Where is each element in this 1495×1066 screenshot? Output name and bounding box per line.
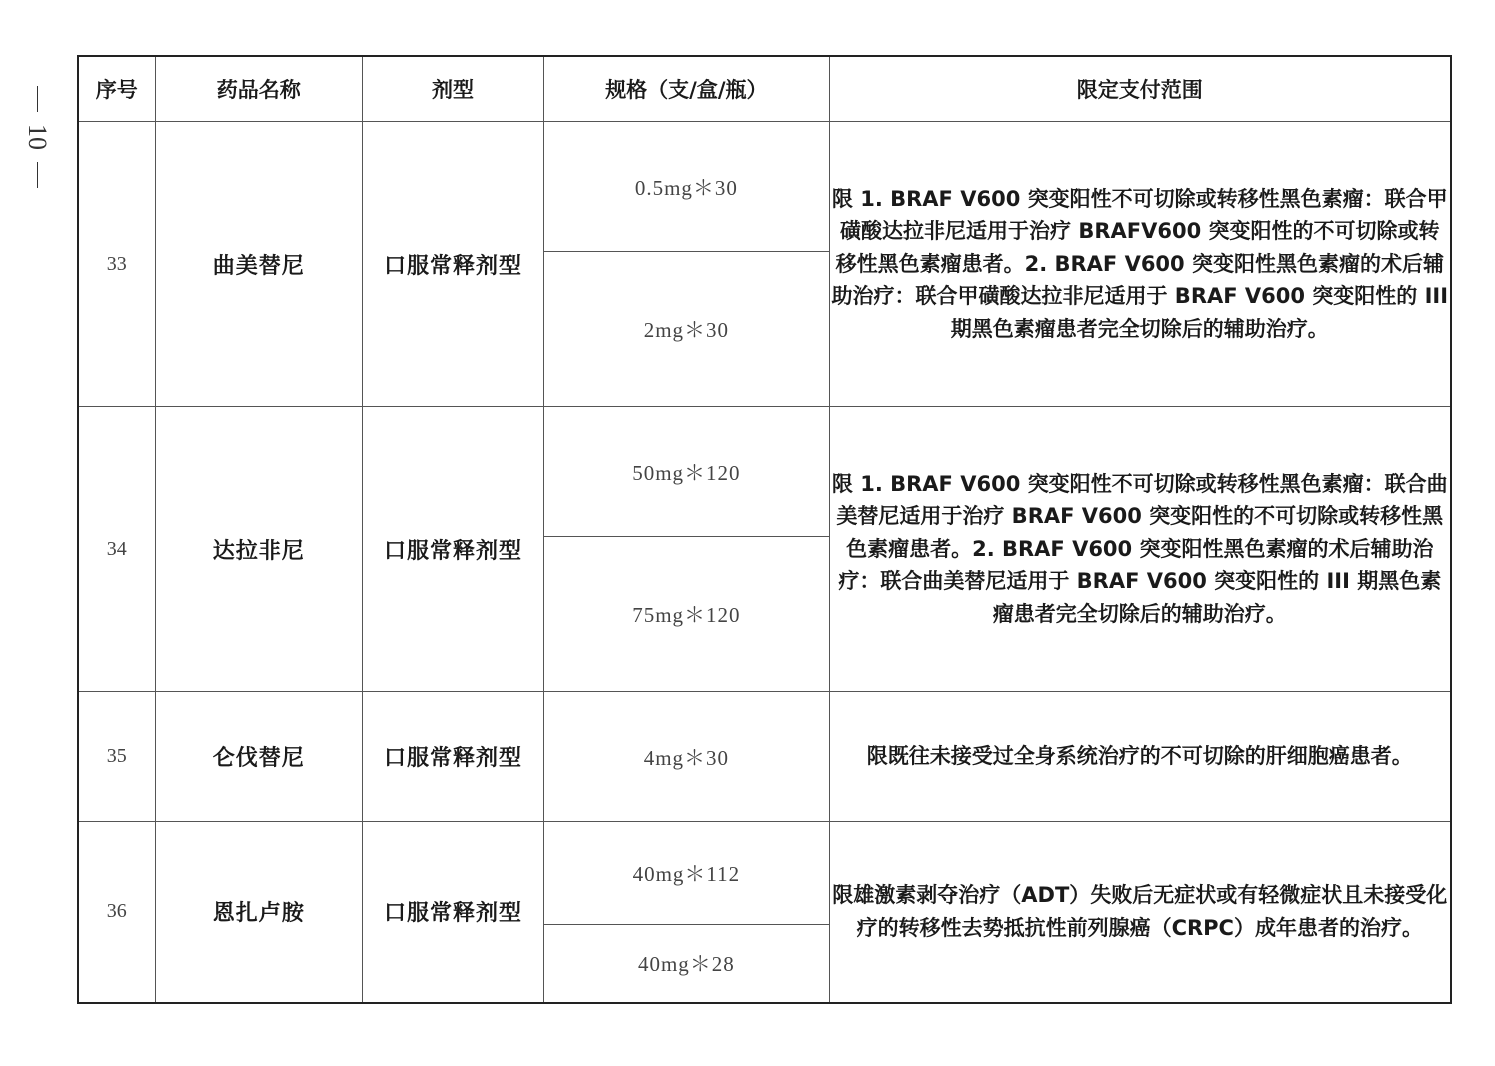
page-number-dash-bottom [37,162,38,188]
header-spec: 规格（支/盒/瓶） [544,56,829,122]
cell-payment-scope: 限既往未接受过全身系统治疗的不可切除的肝细胞癌患者。 [829,692,1451,822]
cell-no: 36 [78,822,155,1003]
header-no: 序号 [78,56,155,122]
cell-dosage-form: 口服常释剂型 [362,407,543,692]
cell-no: 33 [78,122,155,407]
cell-dosage-form: 口服常释剂型 [362,692,543,822]
cell-spec: 0.5mg＊30 [544,122,829,252]
cell-drug-name: 曲美替尼 [155,122,362,407]
table-row [78,407,1451,537]
cell-payment-scope: 限 1. BRAF V600 突变阳性不可切除或转移性黑色素瘤：联合曲美替尼适用于治疗 BRAF V600 突变阳性的不可切除或转移性黑色素瘤患者。2. BRAF V600 突变阳性黑色素瘤的术后辅助治疗：联合曲美替尼适用于 BRAF V600 突变阳性的 III 期黑色素瘤患者完全切除后的辅助治疗。 [829,407,1451,692]
cell-spec: 75mg＊120 [544,537,829,692]
cell-drug-name: 达拉非尼 [155,407,362,692]
page-number [22,86,52,226]
cell-payment-scope: 限 1. BRAF V600 突变阳性不可切除或转移性黑色素瘤：联合甲磺酸达拉非尼适用于治疗 BRAFV600 突变阳性的不可切除或转移性黑色素瘤患者。2. BRAF V600 突变阳性黑色素瘤的术后辅助治疗：联合甲磺酸达拉非尼适用于 BRAF V600 突变阳性的 III 期黑色素瘤患者完全切除后的辅助治疗。 [829,122,1451,407]
drug-payment-table [77,55,1452,1004]
cell-spec: 50mg＊120 [544,407,829,537]
cell-no: 34 [78,407,155,692]
cell-dosage-form: 口服常释剂型 [362,122,543,407]
header-scope: 限定支付范围 [829,56,1451,122]
cell-spec: 40mg＊112 [544,822,829,925]
cell-spec: 40mg＊28 [544,925,829,1003]
table-row [78,822,1451,925]
header-name: 药品名称 [155,56,362,122]
table-row [78,692,1451,822]
table-header-row [78,56,1451,122]
cell-spec: 2mg＊30 [544,252,829,407]
header-form: 剂型 [362,56,543,122]
cell-drug-name: 仑伐替尼 [155,692,362,822]
table-row [78,122,1451,252]
cell-drug-name: 恩扎卢胺 [155,822,362,1003]
cell-payment-scope: 限雄激素剥夺治疗（ADT）失败后无症状或有轻微症状且未接受化疗的转移性去势抵抗性前列腺癌（CRPC）成年患者的治疗。 [829,822,1451,1003]
cell-spec: 4mg＊30 [544,692,829,822]
page-number-dash-top [37,86,38,112]
cell-dosage-form: 口服常释剂型 [362,822,543,1003]
cell-no: 35 [78,692,155,822]
page-number-text: 10 [23,124,52,150]
